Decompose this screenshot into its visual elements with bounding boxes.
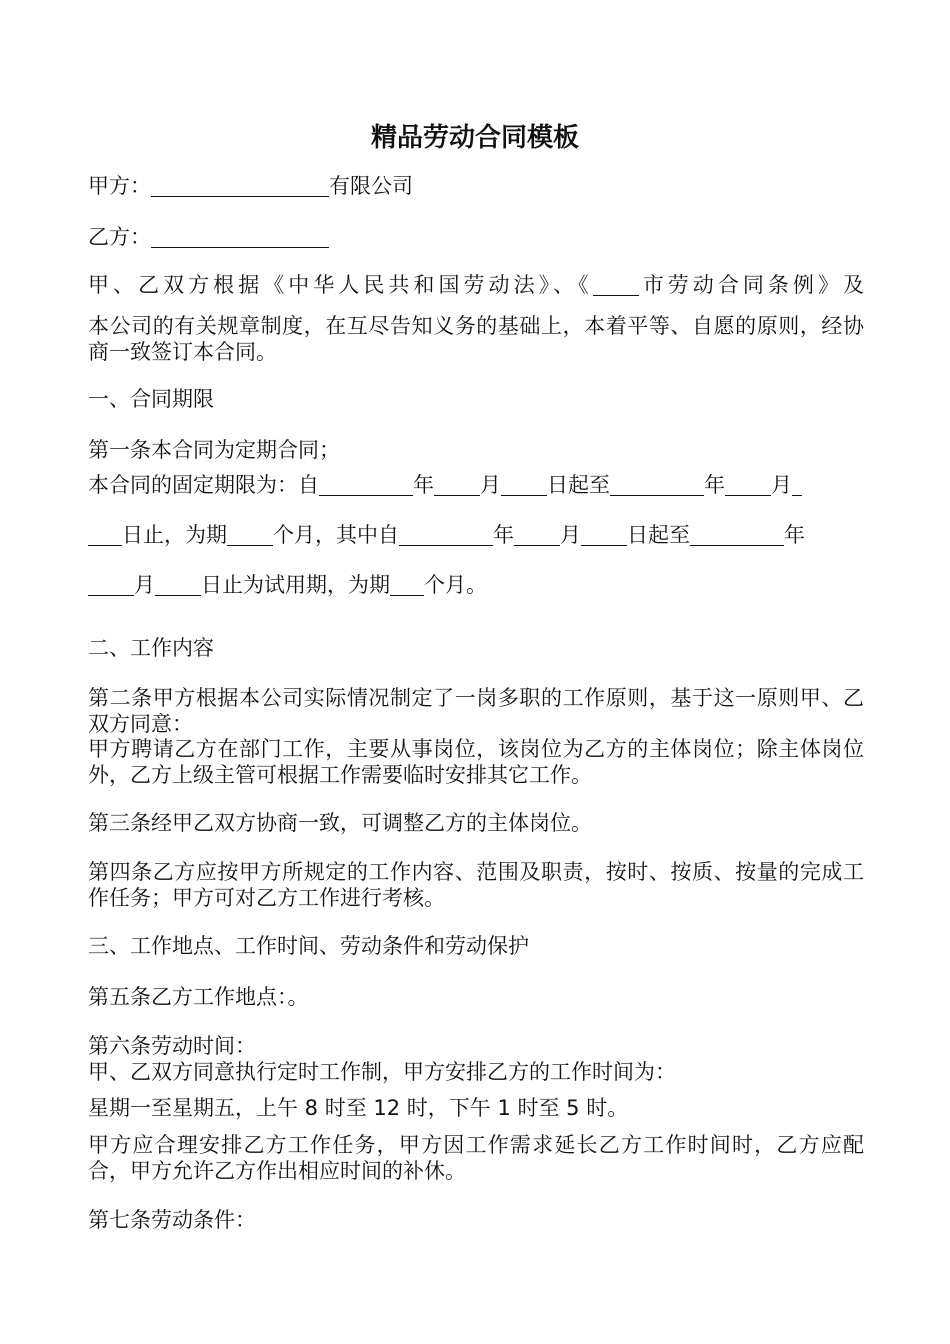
year-label: 年 [784, 523, 805, 547]
party-a-suffix: 有限公司 [329, 174, 413, 198]
probation-end-label: 日止为试用期，为期 [201, 573, 390, 597]
probation-start-month-blank [514, 523, 560, 546]
duration-blank [227, 523, 273, 546]
party-b-line [88, 224, 329, 250]
party-b-blank [151, 225, 329, 248]
city-blank [593, 273, 639, 296]
article-1: 第一条本合同为定期合同； [88, 438, 340, 462]
article-5: 第五条乙方工作地点：。 [88, 985, 309, 1009]
intro-paragraph: 本公司的有关规章制度，在互尽告知义务的基础上，本着平等、自愿的原则，经协商一致签订本合同。 [88, 314, 864, 364]
term-line-2 [88, 522, 805, 548]
probation-end-year-blank [690, 523, 784, 546]
party-b-label: 乙方： [88, 225, 151, 249]
day-end-label: 日止，为期 [122, 523, 227, 547]
month-label: 月 [771, 473, 792, 497]
intro-line-1 [88, 272, 864, 298]
start-month-blank [434, 473, 480, 496]
day-from-label: 日起至 [547, 473, 610, 497]
document-title: 精品劳动合同模板 [370, 123, 579, 153]
section-2-heading: 二、工作内容 [88, 636, 214, 660]
end-day-blank-cont [88, 523, 122, 546]
end-year-blank [610, 473, 704, 496]
term-from-label: 本合同的固定期限为：自 [88, 473, 319, 497]
party-a-label: 甲方： [88, 174, 151, 198]
section-1-heading: 一、合同期限 [88, 387, 214, 411]
article-3: 第三条经甲乙双方协商一致，可调整乙方的主体岗位。 [88, 811, 592, 835]
months-within-label: 个月，其中自 [273, 523, 399, 547]
probation-end-month-blank [88, 573, 134, 596]
year-label: 年 [704, 473, 725, 497]
probation-duration-blank [390, 573, 424, 596]
article-4: 第四条乙方应按甲方所规定的工作内容、范围及职责，按时、按质、按量的完成工作任务；甲方可对乙方工作进行考核。 [88, 860, 864, 910]
party-a-blank [151, 174, 329, 197]
day-from-label: 日起至 [627, 523, 690, 547]
probation-end-day-blank [155, 573, 201, 596]
party-a-line [88, 173, 413, 199]
month-label: 月 [134, 573, 155, 597]
article-6-overtime: 甲方应合理安排乙方工作任务，甲方因工作需求延长乙方工作时间时，乙方应配合，甲方允许乙方作出相应时间的补休。 [88, 1133, 864, 1183]
intro-part-2: 市劳动合同条例》及 [638, 273, 865, 297]
year-label: 年 [493, 523, 514, 547]
article-6-detail: 甲、乙双方同意执行定时工作制，甲方安排乙方的工作时间为： [88, 1060, 676, 1084]
article-2: 第二条甲方根据本公司实际情况制定了一岗多职的工作原则，基于这一原则甲、乙双方同意： [88, 686, 864, 736]
month-label: 月 [560, 523, 581, 547]
article-6: 第六条劳动时间： [88, 1034, 256, 1058]
start-year-blank [319, 473, 413, 496]
end-month-blank [725, 473, 771, 496]
start-day-blank [501, 473, 547, 496]
intro-part-1: 甲、乙双方根据《中华人民共和国劳动法》、《 [88, 273, 593, 297]
article-2-detail: 甲方聘请乙方在部门工作，主要从事岗位，该岗位为乙方的主体岗位；除主体岗位外，乙方上级主管可根据工作需要临时安排其它工作。 [88, 737, 864, 787]
probation-start-day-blank [581, 523, 627, 546]
probation-start-year-blank [399, 523, 493, 546]
article-7: 第七条劳动条件： [88, 1208, 256, 1232]
article-6-hours: 星期一至星期五，上午 8 时至 12 时，下午 1 时至 5 时。 [88, 1096, 629, 1120]
section-3-heading: 三、工作地点、工作时间、劳动条件和劳动保护 [88, 934, 529, 958]
end-day-blank [792, 473, 802, 496]
term-line-3 [88, 572, 487, 598]
year-label: 年 [413, 473, 434, 497]
term-line-1 [88, 472, 802, 498]
month-label: 月 [480, 473, 501, 497]
months-end-label: 个月。 [424, 573, 487, 597]
